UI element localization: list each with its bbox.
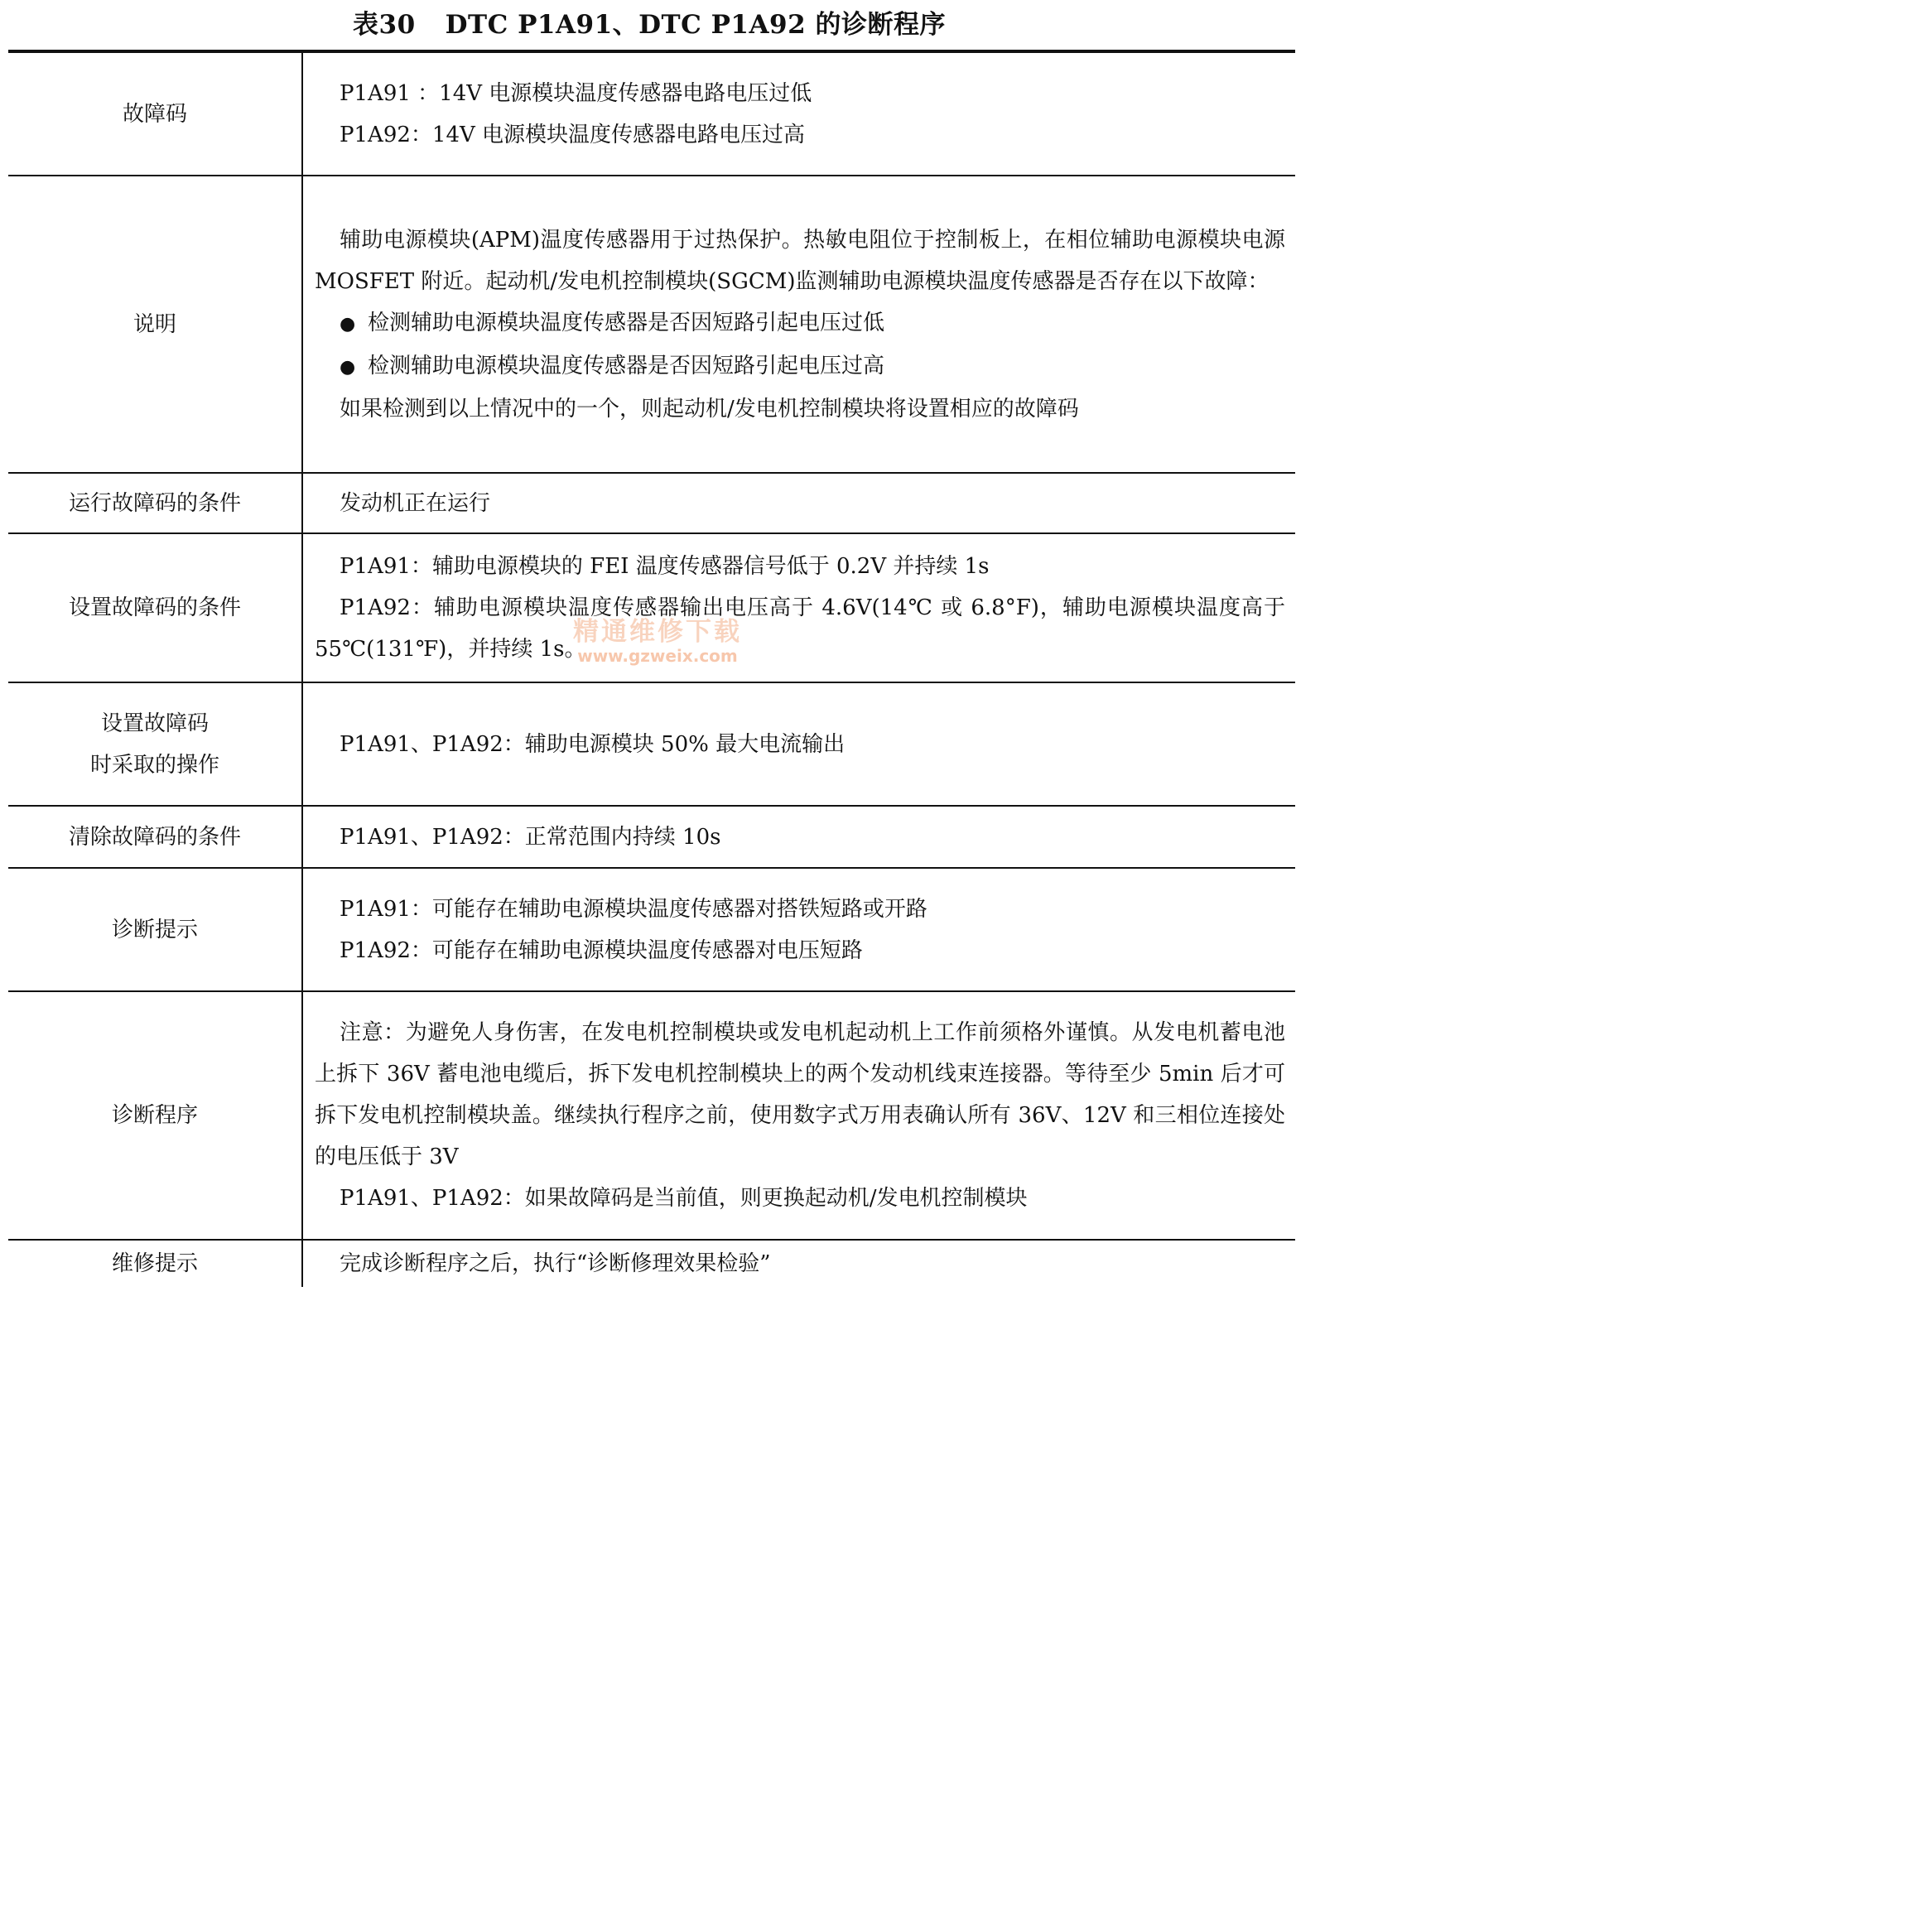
description-paragraph: 辅助电源模块(APM)温度传感器用于过热保护。热敏电阻位于控制板上，在相位辅助电源模块电源 MOSFET 附近。起动机/发电机控制模块(SGCM)监测辅助电源模块温度传感器是否存在以下故障： bbox=[315, 227, 1285, 294]
procedure-step: P1A91、P1A92：如果故障码是当前值，则更换起动机/发电机控制模块 bbox=[340, 1186, 1028, 1211]
set-condition-line: P1A91：辅助电源模块的 FEI 温度传感器信号低于 0.2V 并持续 1s bbox=[340, 554, 990, 579]
row-content-dtc bbox=[315, 53, 1285, 175]
table-title-text: DTC P1A91、DTC P1A92 的诊断程序 bbox=[445, 10, 946, 40]
description-closing: 如果检测到以上情况中的一个，则起动机/发电机控制模块将设置相应的故障码 bbox=[340, 396, 1079, 422]
row-content-set-actions bbox=[315, 683, 1285, 805]
run-condition-line: 发动机正在运行 bbox=[340, 490, 491, 516]
watermark-text: 精通维修下载 bbox=[573, 617, 742, 647]
row-content-run-conditions bbox=[315, 474, 1285, 532]
dtc-line: P1A91 ：14V 电源模块温度传感器电路电压过低 bbox=[340, 80, 812, 106]
row-content-clear-conditions bbox=[315, 807, 1285, 867]
row-label-run-conditions: 运行故障码的条件 bbox=[68, 490, 241, 516]
clear-condition-line: P1A91、P1A92：正常范围内持续 10s bbox=[340, 824, 721, 850]
dtc-line: P1A92：14V 电源模块温度传感器电路电压过高 bbox=[340, 122, 806, 147]
column-divider bbox=[301, 51, 303, 1287]
row-label-diagnostic-procedure: 诊断程序 bbox=[111, 1103, 198, 1128]
row-content-diagnostic-aids bbox=[315, 869, 1285, 990]
row-label-diagnostic-aids: 诊断提示 bbox=[111, 917, 198, 942]
table-title bbox=[0, 3, 1298, 46]
row-label-clear-conditions: 清除故障码的条件 bbox=[68, 824, 241, 850]
procedure-caution: 注意：为避免人身伤害，在发电机控制模块或发电机起动机上工作前须格外谨慎。从发电机蓄电池上拆下 36V 蓄电池电缆后，拆下发电机控制模块上的两个发动机线束连接器。等待至少 5min 后才可拆下发电机控制模块盖。继续执行程序之前，使用数字式万用表确认所有 36V、12V 和三相位连接处的电压低于 3V bbox=[315, 1020, 1285, 1169]
row-label-repair-instructions: 维修提示 bbox=[111, 1251, 198, 1276]
row-content-description bbox=[315, 176, 1285, 472]
row-content-diagnostic-procedure bbox=[315, 992, 1285, 1239]
row-content-set-conditions bbox=[315, 534, 1285, 682]
row-label-set-actions: 设置故障码 时采取的操作 bbox=[89, 711, 219, 778]
set-condition-paragraph: P1A92：辅助电源模块温度传感器输出电压高于 4.6V(14℃ 或 6.8°F)，辅助电源模块温度高于 55℃(131℉)，并持续 1s。 bbox=[315, 595, 1285, 662]
repair-instruction-line: 完成诊断程序之后，执行“诊断修理效果检验” bbox=[340, 1251, 771, 1276]
diagnostic-aid-line: P1A91：可能存在辅助电源模块温度传感器对搭铁短路或开路 bbox=[340, 896, 927, 922]
description-bullet: ● 检测辅助电源模块温度传感器是否因短路引起电压过低 bbox=[315, 302, 1285, 345]
row-content-repair-instructions bbox=[315, 1241, 1285, 1289]
row-label-description: 说明 bbox=[132, 311, 176, 337]
set-action-line: P1A91、P1A92：辅助电源模块 50% 最大电流输出 bbox=[340, 731, 846, 757]
description-bullet: ● 检测辅助电源模块温度传感器是否因短路引起电压过高 bbox=[315, 345, 1285, 388]
row-label-dtc: 故障码 bbox=[122, 101, 187, 127]
diagnostic-aid-line: P1A92：可能存在辅助电源模块温度传感器对电压短路 bbox=[340, 937, 863, 963]
row-label-set-conditions: 设置故障码的条件 bbox=[68, 595, 241, 620]
watermark-url: www.gzweix.com bbox=[577, 646, 738, 666]
table-number: 表30 bbox=[353, 10, 416, 40]
